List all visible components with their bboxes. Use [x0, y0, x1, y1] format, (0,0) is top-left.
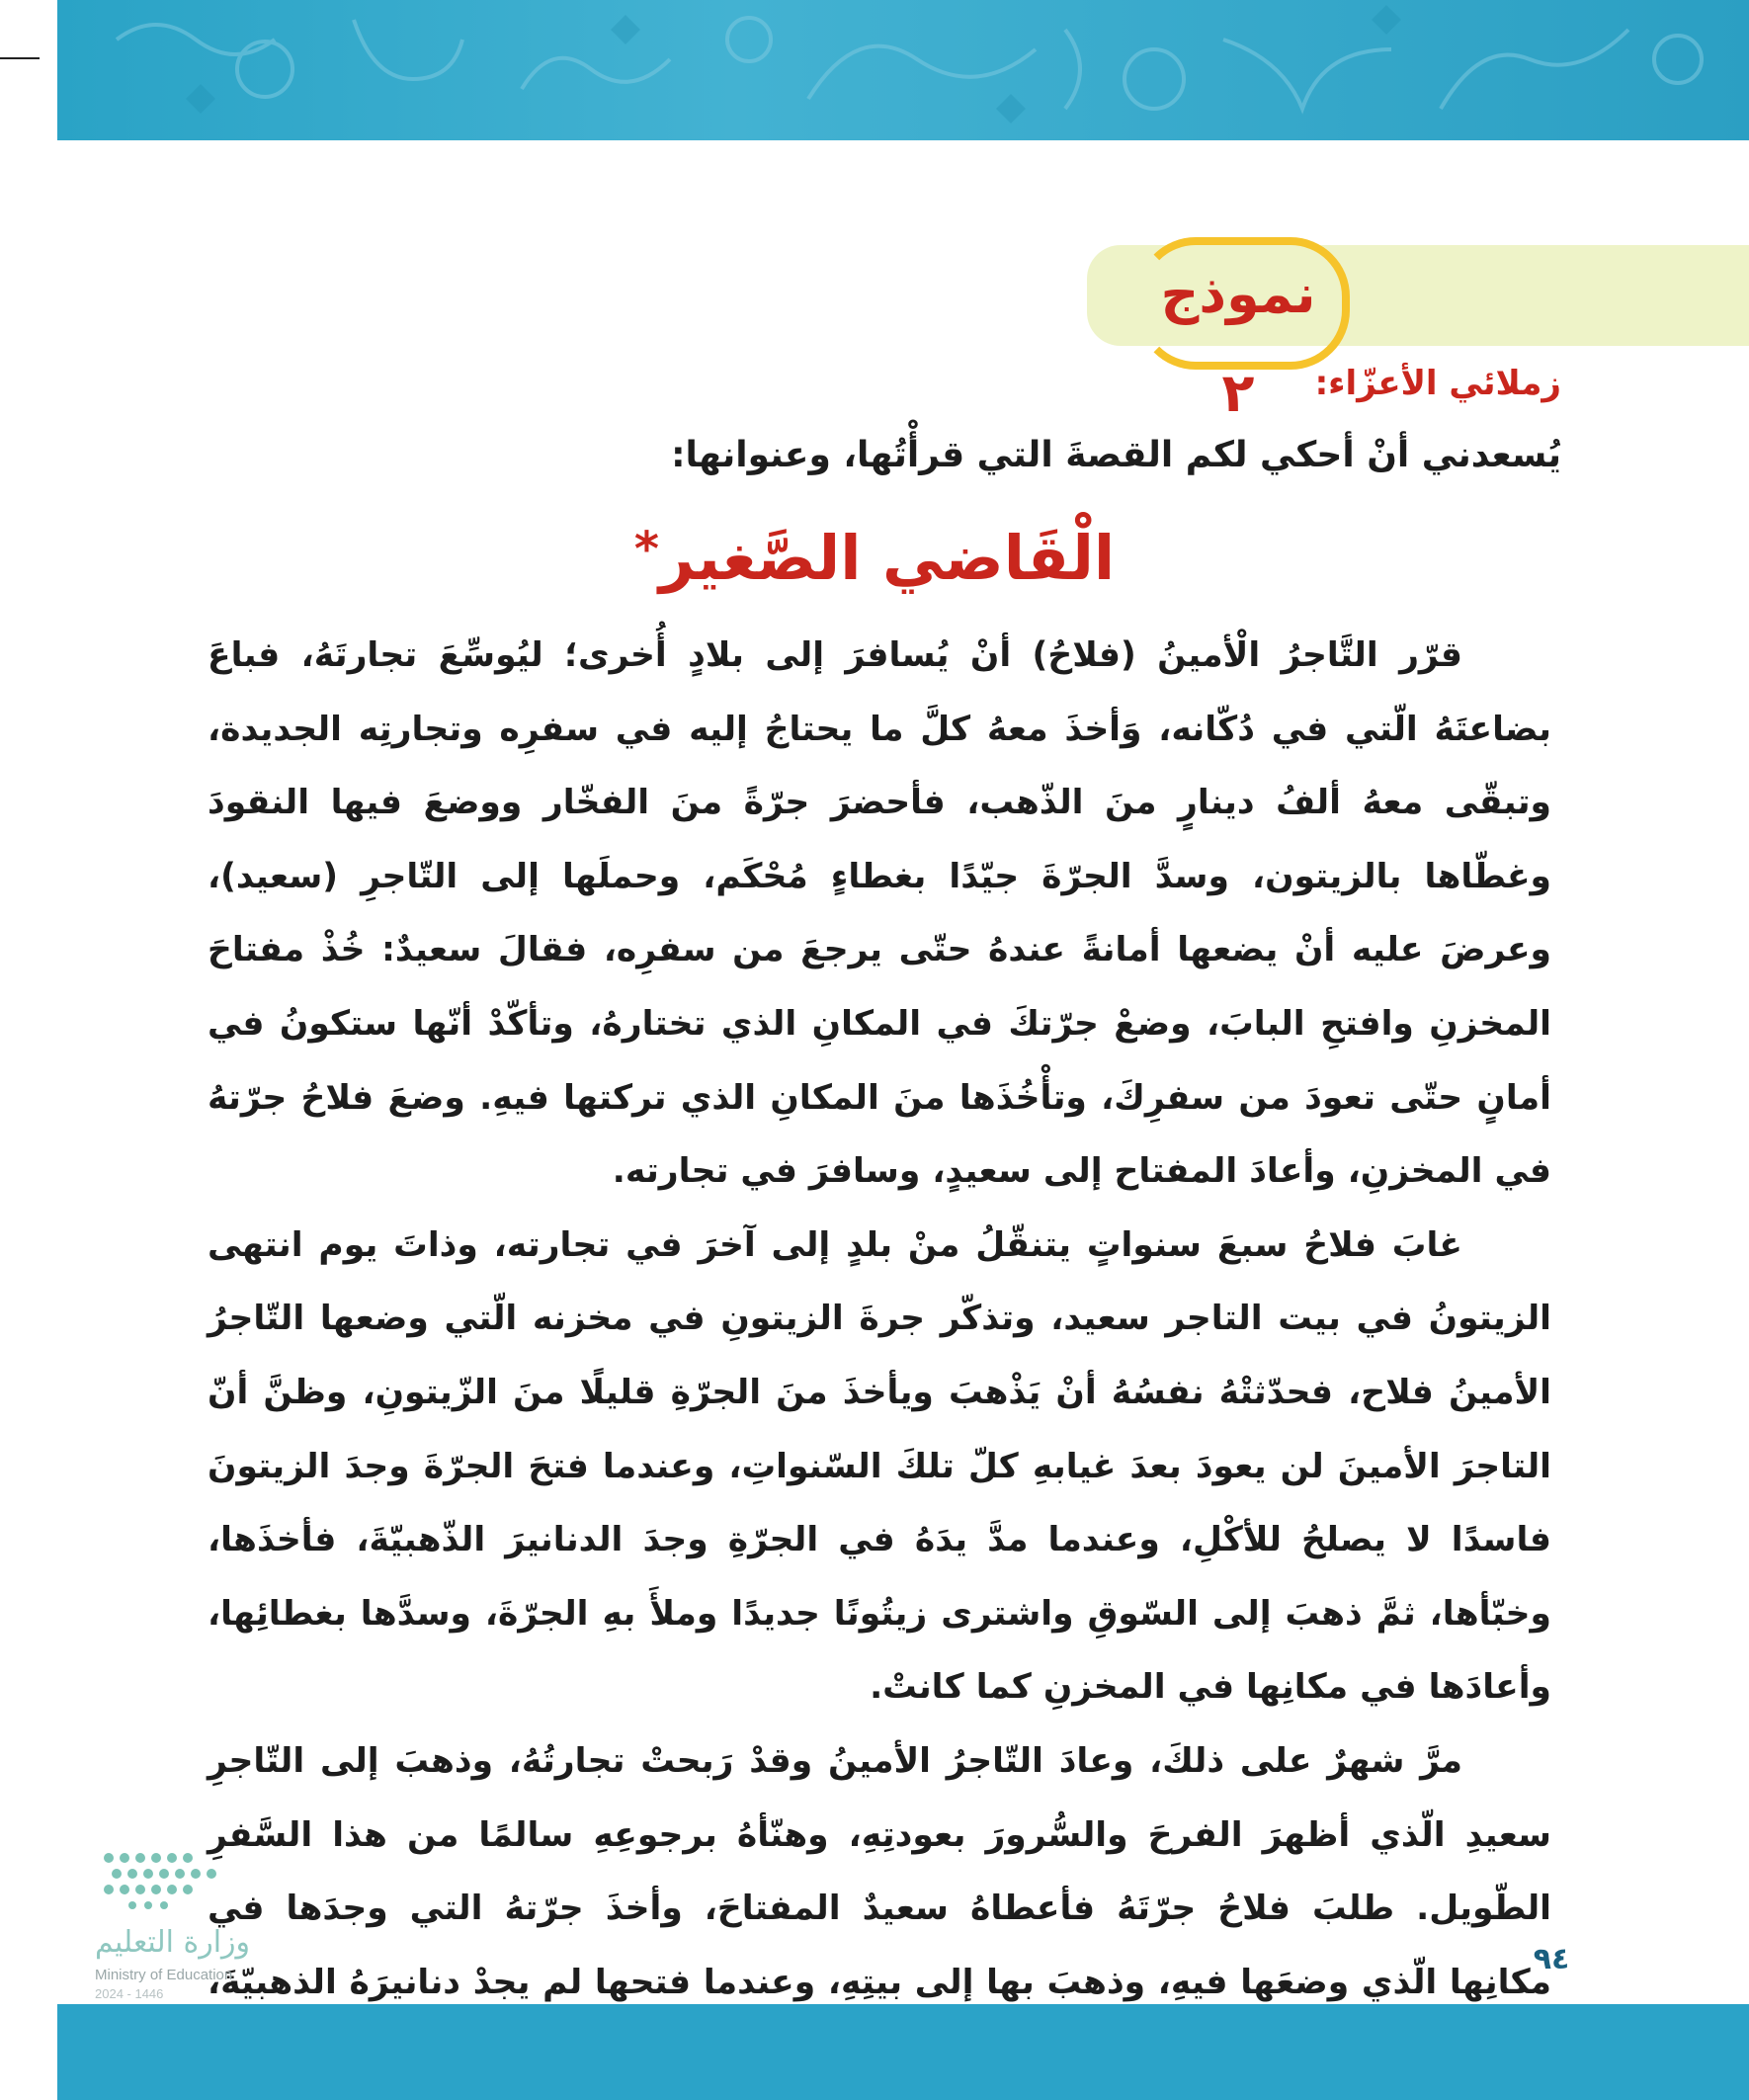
- page-number: ٩٤: [1533, 1942, 1570, 1976]
- model-label: نموذج ٢: [1160, 263, 1316, 424]
- greeting: زملائي الأعزّاء:: [1314, 364, 1561, 403]
- intro-text: يُسعدني أنْ أحكي لكم القصةَ التي قرأْتُها، وعنوانها:: [671, 435, 1561, 475]
- ministry-year: 2024 - 1446: [95, 1986, 164, 2001]
- ministry-name-english: Ministry of Education: [95, 1967, 233, 1983]
- story-title: [0, 522, 1749, 594]
- story-paragraph: مرَّ شهرٌ على ذلكَ، وعادَ التّاجرُ الأمينُ وقدْ رَبحتْ تجارتُهُ، وذهبَ إلى التّاجرِ سعيدِ الّذي أظهرَ الفرحَ والسُّرورَ بعودتِهِ، وهنّأهُ برجوعِهِ سالمًا من هذا السَّفرِ الطّويل. طلبَ فلاحُ جرّتَهُ فأعطاهُ سعيدٌ المفتاحَ، وأخذَ جرّتهُ التي وجدَها في مكانِها الّذي وضعَها فيهِ، وذهبَ بها إلى بيتِهِ، وعندما فتحها لم يجدْ دنانيرَهُ الذهبيّةَ،: [208, 1740, 1551, 2002]
- calligraphy-pattern-icon: [57, 0, 1749, 140]
- footer-band: [57, 2004, 1749, 2100]
- header-band: [57, 0, 1749, 140]
- story-paragraph: غابَ فلاحُ سبعَ سنواتٍ يتنقّلُ منْ بلدٍ إلى آخرَ في تجارته، وذاتَ يوم انتهى الزيتونُ في بيت التاجر سعيد، وتذكّر جرةَ الزيتونِ في مخزنه الّتي وضعها التّاجرُ الأمينُ فلاح، فحدّثتْهُ نفسُهُ أنْ يَذْهبَ ويأخذَ منَ الجرّةِ قليلًا منَ الزّيتونِ، وظنَّ أنّ التاجرَ الأمينَ لن يعودَ بعدَ غيابهِ كلّ تلكَ السّنواتِ، وعندما فتحَ الجرّةَ وجدَ الزيتونَ فاسدًا لا يصلحُ للأكْلِ، وعندما مدَّ يدَهُ في الجرّةِ وجدَ الدنانيرَ الذّهبيّةَ، فأخذَها، وخبّأها، ثمَّ ذهبَ إلى السّوقِ واشترى زيتُونًا جديدًا وملأَ بهِ الجرّةَ، وسدَّها بغطائِها، وأعادَها في مكانِها في المخزنِ كما كانتْ.: [208, 1224, 1551, 1708]
- story-paragraph: قرّر التَّاجرُ الْأمينُ (فلاحُ) أنْ يُسافرَ إلى بلادٍ أُخرى؛ ليُوسِّعَ تجارتَهُ، فباعَ بضاعتَهُ الّتي في دُكّانه، وَأخذَ معهُ كلَّ ما يحتاجُ إليه في سفرِه وتجارتِه الجديدة، وتبقّى معهُ ألفُ دينارٍ منَ الذّهب، فأحضرَ جرّةً منَ الفخّار ووضعَ فيها النقودَ وغطّاها بالزيتون، وسدَّ الجرّةَ جيّدًا بغطاءٍ مُحْكَم، وحملَها إلى التّاجرِ (سعيد)، وعرضَ عليه أنْ يضعها أمانةً عندهُ حتّى يرجعَ من سفرِه، فقالَ سعيدٌ: خُذْ مفتاحَ المخزنِ وافتحِ البابَ، وضعْ جرّتكَ في المكانِ الذي تختارهُ، وتأكّدْ أنّها ستكونُ في أمانٍ حتّى تعودَ من سفرِكَ، وتأْخُذَها منَ المكانِ الذي تركتها فيهِ. وضعَ فلاحُ جرّتهُ في المخزنِ، وأعادَ المفتاح إلى سعيدٍ، وسافرَ في تجارته.: [208, 635, 1551, 1192]
- story-body: [208, 619, 1551, 2093]
- story-title-text: الْقَاضي الصَّغير: [658, 522, 1116, 594]
- ministry-name-arabic: وزارة التعليم: [95, 1925, 251, 1960]
- ministry-logo-icon: [99, 1846, 267, 1915]
- crop-mark: [0, 57, 40, 59]
- footnote-mark: *: [633, 522, 659, 577]
